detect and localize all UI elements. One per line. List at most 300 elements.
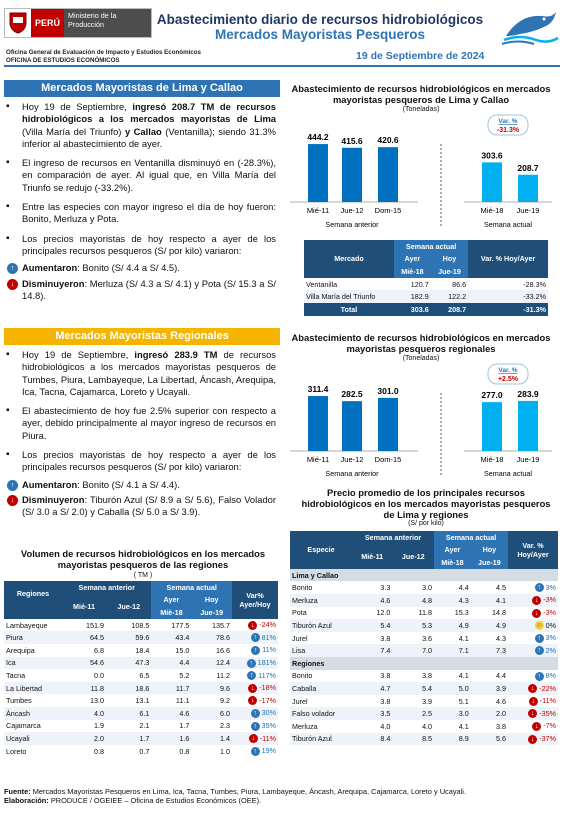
table-row bbox=[4, 619, 278, 632]
lima-down-line bbox=[6, 278, 276, 303]
cell-jue12: 0.7 bbox=[139, 746, 150, 756]
badge-value: -31.3% bbox=[496, 127, 520, 134]
chart2-svg bbox=[286, 363, 556, 483]
cell-mie11: 7.4 bbox=[352, 644, 392, 657]
category-label: Jue-19 bbox=[516, 455, 540, 464]
footer bbox=[4, 787, 466, 805]
col-mie18: Miè-18 bbox=[434, 556, 471, 569]
table-row bbox=[4, 720, 278, 733]
cell-jue19: 4.9 bbox=[471, 619, 508, 632]
fish-logo-icon bbox=[500, 6, 560, 46]
cell-jue12: 4.8 bbox=[392, 594, 434, 607]
cell-jue12: 3.8 bbox=[422, 671, 433, 681]
cell-jue12: 11.8 bbox=[418, 608, 433, 618]
var-value: -37% bbox=[539, 734, 556, 743]
var-value: 181% bbox=[257, 658, 276, 668]
org-block bbox=[6, 49, 201, 64]
arrow-up-icon: ↑ bbox=[251, 646, 260, 655]
col-jue19: Jue-19 bbox=[471, 556, 508, 569]
arrow-down-icon: ↓ bbox=[248, 684, 257, 693]
species-name: Merluza bbox=[290, 594, 352, 607]
lima-p1d: y Callao bbox=[124, 125, 162, 137]
regional-p2: El abastecimiento de hoy fue 2.5% superior con respecto a ayer, debido principalmente al mayor ingreso de recursos en Piura. bbox=[22, 405, 276, 441]
bar bbox=[342, 148, 362, 202]
col-var: Var. % Hoy/Ayer bbox=[508, 531, 558, 569]
row-var: -28.3% bbox=[523, 279, 546, 289]
lima-p3: Entre las especies con mayor ingreso el día de hoy fueron: Bonito, Merluza y Pota. bbox=[22, 201, 276, 225]
species-name: Caballa bbox=[290, 682, 352, 695]
arrow-up-icon: ↑ bbox=[251, 747, 260, 756]
logo-country: PERÚ bbox=[31, 9, 64, 37]
cell-var bbox=[508, 682, 558, 695]
col-ayer: Ayer bbox=[151, 594, 191, 607]
chart1-svg bbox=[286, 114, 556, 232]
var-value: -18% bbox=[259, 683, 276, 693]
cell-var bbox=[232, 694, 278, 707]
var-value: 81% bbox=[261, 632, 276, 642]
cell-mie18: 7.1 bbox=[434, 644, 471, 657]
bar bbox=[518, 175, 538, 202]
cell-jue19: 4.6 bbox=[496, 696, 506, 706]
lima-p1b: ingresó 208.7 TM de recursos hidrobiológicos a los mercados mayoristas de Lima bbox=[22, 101, 277, 125]
table-row bbox=[4, 745, 278, 758]
arrow-up-icon: ↑ bbox=[535, 672, 544, 681]
regional-bullet-3 bbox=[6, 449, 276, 474]
region-name: Tumbes bbox=[6, 696, 32, 706]
cell-mie11: 4.6 bbox=[352, 594, 392, 607]
var-value: 2% bbox=[545, 645, 556, 655]
cell-jue12: 7.0 bbox=[392, 644, 434, 657]
cell-mie11: 3.8 bbox=[380, 696, 391, 706]
precio-title: Precio promedio de los principales recursos hidrobiológicos en los mercados mayoristas pesqueros de Lima y regiones bbox=[301, 487, 551, 520]
var-value: 35% bbox=[261, 721, 276, 731]
col-ayer: Ayer bbox=[394, 253, 431, 266]
region-name: Arequipa bbox=[6, 645, 35, 655]
var-value: -22% bbox=[539, 683, 556, 693]
col-blank bbox=[4, 606, 62, 619]
arrow-down-icon: ↓ bbox=[528, 735, 537, 744]
cell-jue12: 8.5 bbox=[392, 733, 434, 746]
cell-var bbox=[232, 631, 278, 644]
cell-mie11: 6.8 bbox=[94, 645, 105, 655]
cell-jue12: 108.5 bbox=[131, 620, 150, 630]
cell-var bbox=[508, 607, 558, 620]
col-hoy: Hoy bbox=[471, 544, 508, 557]
cell-mie18: 4.1 bbox=[458, 633, 469, 643]
table-row bbox=[290, 632, 558, 645]
arrow-up-icon: ↑ bbox=[251, 709, 260, 718]
arrow-down-icon: ↓ bbox=[532, 596, 541, 605]
regional-bullet-1 bbox=[6, 349, 276, 398]
cell-mie18: 5.2 bbox=[179, 670, 190, 680]
species-name: Tiburón Azul bbox=[290, 619, 352, 632]
var-value: 19% bbox=[261, 746, 276, 756]
cell-jue19: 1.4 bbox=[191, 732, 232, 745]
cell-mie11: 13.0 bbox=[90, 696, 105, 706]
table-row bbox=[290, 581, 558, 594]
page-subtitle: Mercados Mayoristas Pesqueros bbox=[214, 27, 426, 42]
cell-var bbox=[232, 619, 278, 632]
total-label: Total bbox=[340, 304, 358, 314]
volumen-table bbox=[4, 581, 278, 757]
col-jue19: Jue-19 bbox=[191, 606, 232, 619]
coat-of-arms-icon bbox=[5, 9, 31, 37]
arrow-up-icon: ↑ bbox=[247, 671, 256, 680]
cell-mie11: 12.0 bbox=[376, 608, 391, 618]
lima-bullet-1 bbox=[6, 101, 276, 150]
category-label: Mié-18 bbox=[480, 455, 504, 464]
cell-mie11: 3.3 bbox=[380, 583, 391, 593]
table-row bbox=[4, 644, 278, 657]
cell-jue12: 13.1 bbox=[135, 696, 150, 706]
bar bbox=[342, 401, 362, 451]
regional-section-heading: Mercados Mayoristas Regionales bbox=[4, 328, 280, 345]
col-jue12: Jue-12 bbox=[106, 594, 151, 619]
arrow-down-icon: ↓ bbox=[7, 279, 18, 290]
cell-var bbox=[508, 594, 558, 607]
badge-value: +2.5% bbox=[497, 376, 519, 383]
arrow-up-icon: ↑ bbox=[7, 263, 18, 274]
report-date: 19 de Septiembre de 2024 bbox=[356, 50, 485, 62]
lima-p4: Los precios mayoristas de hoy respecto a ayer de los principales recursos pesqueros (S/ por kilo) variaron: bbox=[22, 232, 276, 256]
cell-jue12: 2.1 bbox=[139, 721, 150, 731]
produce-logo bbox=[4, 8, 152, 38]
regional-p1a: Hoy 19 de Septiembre, bbox=[22, 349, 135, 360]
header-divider bbox=[4, 65, 560, 67]
cell-var bbox=[232, 720, 278, 733]
cell-mie18: 177.5 bbox=[171, 620, 190, 630]
cell-mie18: 4.6 bbox=[151, 707, 191, 720]
cell-mie18: 1.7 bbox=[179, 721, 190, 731]
cell-mie11: 3.8 bbox=[380, 633, 391, 643]
cell-jue19: 4.1 bbox=[471, 594, 508, 607]
bullet-icon: ▪ bbox=[6, 157, 10, 169]
lima-paragraphs bbox=[6, 101, 276, 302]
cell-var bbox=[508, 670, 558, 683]
row-ayer: 182.9 bbox=[394, 290, 431, 303]
lima-up-text: : Bonito (S/ 4.4 a S/ 4.5). bbox=[77, 262, 180, 274]
cell-mie18: 15.0 bbox=[175, 645, 190, 655]
species-name: Merluza bbox=[292, 721, 318, 731]
total-ayer: 303.6 bbox=[410, 304, 429, 314]
lima-p1e: (Ventanilla); siendo 31.3% inferior al abastecimiento de ayer. bbox=[22, 125, 277, 149]
var-value: 30% bbox=[261, 708, 276, 718]
neutral-face-icon: ☺ bbox=[535, 622, 543, 630]
fuente-text: Mercados Mayoristas Pesqueros en Lima, Ica, Tacna, Tumbes, Piura, Lambayeque, Áncash, Arequipa, Cajamarca, Loreto y Ucayali. bbox=[30, 787, 466, 796]
bullet-icon: ▪ bbox=[6, 449, 10, 461]
cell-mie18: 3.0 bbox=[434, 707, 471, 720]
var-value: -3% bbox=[543, 608, 556, 618]
total-hoy: 208.7 bbox=[448, 304, 467, 314]
cell-jue12: 3.9 bbox=[422, 696, 433, 706]
cell-mie18: 5.0 bbox=[434, 682, 471, 695]
precio-unit: (S/ por kilo) bbox=[408, 520, 444, 527]
table-row bbox=[290, 644, 558, 657]
cell-mie18: 11.7 bbox=[151, 682, 191, 695]
cell-jue19: 5.6 bbox=[471, 733, 508, 746]
cell-jue12: 59.6 bbox=[106, 631, 151, 644]
row-hoy: 86.6 bbox=[452, 279, 467, 289]
cell-mie11: 3.5 bbox=[352, 707, 392, 720]
var-value: 3% bbox=[545, 633, 556, 643]
cell-mie11: 0.8 bbox=[94, 746, 105, 756]
col-especie: Especie bbox=[290, 531, 352, 569]
row-var: -33.2% bbox=[468, 290, 548, 303]
bar-value-label: 282.5 bbox=[341, 389, 363, 400]
lima-p1a: Hoy 19 de Septiembre, bbox=[22, 101, 133, 112]
chart1-unit: (Toneladas) bbox=[402, 106, 440, 113]
arrow-up-icon: ↑ bbox=[535, 646, 544, 655]
bar bbox=[378, 398, 398, 451]
category-label: Mié-18 bbox=[480, 206, 504, 215]
arrow-down-icon: ↓ bbox=[528, 684, 537, 693]
regional-paragraphs bbox=[6, 349, 276, 519]
arrow-up-icon: ↑ bbox=[251, 633, 260, 642]
bar bbox=[482, 162, 502, 202]
bar-value-label: 277.0 bbox=[481, 390, 503, 401]
cell-mie18: 4.3 bbox=[434, 594, 471, 607]
bullet-icon: ▪ bbox=[6, 201, 10, 213]
arrow-up-icon: ↑ bbox=[535, 634, 544, 643]
category-label: Dom-15 bbox=[374, 455, 402, 464]
mercado-table bbox=[304, 240, 548, 316]
table-row bbox=[304, 290, 548, 303]
bullet-icon: ▪ bbox=[6, 405, 10, 417]
cell-mie18: 1.6 bbox=[151, 732, 191, 745]
lima-up-line bbox=[6, 262, 276, 274]
col-var: Var% Ayer/Hoy bbox=[232, 581, 278, 619]
logo-ministry: Ministerio de la Producción bbox=[64, 9, 151, 37]
region-name: Loreto bbox=[6, 746, 27, 756]
col-var: Var. % Hoy/Ayer bbox=[468, 240, 548, 278]
footer-source bbox=[4, 787, 466, 796]
lima-bullet-3 bbox=[6, 201, 276, 226]
bullet-icon: ▪ bbox=[6, 101, 10, 112]
chart2-title: Abastecimiento de recursos hidrobiológicos en mercados mayoristas pesqueros regionales bbox=[291, 332, 551, 354]
col-sem-act: Semana actual bbox=[151, 581, 232, 594]
bar bbox=[308, 396, 328, 451]
cell-jue19: 135.7 bbox=[212, 620, 230, 630]
var-value: -7% bbox=[543, 721, 556, 731]
cell-mie11: 4.0 bbox=[380, 721, 391, 731]
bar-value-label: 311.4 bbox=[307, 384, 329, 395]
cell-mie11: 2.0 bbox=[62, 732, 106, 745]
arrow-down-icon: ↓ bbox=[532, 722, 541, 731]
cell-jue12: 3.6 bbox=[422, 633, 433, 643]
arrow-down-icon: ↓ bbox=[248, 621, 257, 630]
var-value: -11% bbox=[259, 733, 276, 743]
bar bbox=[518, 401, 538, 451]
cell-mie18: 5.1 bbox=[458, 696, 469, 706]
table-row bbox=[290, 670, 558, 683]
cell-jue19: 11.2 bbox=[216, 670, 230, 680]
cell-var bbox=[232, 669, 278, 682]
cell-mie11: 151.9 bbox=[86, 620, 105, 630]
regional-p1b: ingresó 283.9 TM bbox=[134, 349, 218, 360]
bar-value-label: 208.7 bbox=[517, 162, 539, 173]
region-name: Áncash bbox=[4, 707, 62, 720]
footer-elab bbox=[4, 796, 466, 805]
cell-jue12: 6.1 bbox=[106, 707, 151, 720]
chart1-title: Abastecimiento de recursos hidrobiológicos en mercados mayoristas pesqueros de Lima y Callao bbox=[291, 83, 551, 105]
bar-value-label: 415.6 bbox=[341, 135, 363, 146]
col-ayer: Ayer bbox=[434, 544, 471, 557]
cell-mie11: 1.9 bbox=[94, 721, 105, 731]
bullet-icon: ▪ bbox=[6, 349, 10, 360]
cell-var bbox=[508, 632, 558, 645]
lima-down-label: Disminuyeron bbox=[22, 277, 85, 289]
region-name: Cajamarca bbox=[6, 721, 41, 731]
col-sem-ant: Semana anterior bbox=[352, 531, 434, 544]
bar-value-label: 420.6 bbox=[377, 135, 399, 146]
category-label: Mié-11 bbox=[306, 455, 330, 464]
table-row bbox=[290, 682, 558, 695]
col-mie18: Miè-18 bbox=[151, 606, 191, 619]
cell-jue19: 1.0 bbox=[220, 746, 230, 756]
col-jue12: Jue-12 bbox=[392, 544, 434, 569]
cell-var bbox=[508, 733, 558, 746]
cell-jue12: 2.5 bbox=[392, 707, 434, 720]
bar-value-label: 303.6 bbox=[481, 150, 503, 161]
species-name: Jurel bbox=[292, 633, 308, 643]
cell-var bbox=[232, 732, 278, 745]
cell-mie11: 4.7 bbox=[352, 682, 392, 695]
cell-var bbox=[232, 657, 278, 670]
col-mie18: Miè-18 bbox=[394, 265, 431, 278]
cell-mie18: 4.4 bbox=[458, 583, 469, 593]
cell-jue12: 18.6 bbox=[106, 682, 151, 695]
regional-up-label: Aumentaron bbox=[22, 478, 78, 490]
cell-var bbox=[232, 682, 278, 695]
category-label: Jue-19 bbox=[516, 206, 540, 215]
species-name: Tiburón Azul bbox=[290, 733, 352, 746]
cell-var bbox=[508, 707, 558, 720]
elab-text: PRODUCE / OGEIEE – Oficina de Estudios Económicos (OEE). bbox=[48, 796, 262, 805]
arrow-up-icon: ↑ bbox=[247, 659, 256, 668]
org-line1: Oficina General de Evaluación de Impacto y Estudios Económicos bbox=[6, 49, 201, 56]
region-name: Ica bbox=[4, 657, 62, 670]
var-value: 3% bbox=[545, 582, 556, 592]
bar bbox=[482, 402, 502, 451]
cell-jue12: 47.3 bbox=[106, 657, 151, 670]
var-value: -17% bbox=[259, 695, 276, 705]
var-value: -11% bbox=[539, 696, 556, 706]
table-row bbox=[290, 607, 558, 620]
lima-up-label: Aumentaron bbox=[22, 262, 78, 274]
cell-jue19: 2.0 bbox=[471, 707, 508, 720]
arrow-up-icon: ↑ bbox=[7, 480, 18, 491]
cell-jue19: 4.3 bbox=[496, 633, 506, 643]
volumen-title: Volumen de recursos hidrobiológicos en los mercados mayoristas pesqueros de las regiones bbox=[20, 548, 266, 570]
lima-p2: El ingreso de recursos en Ventanilla disminuyó en (-28.3%), en comparación de ayer. Al igual que, en Villa María del Triunfo se redujo (-33.2%). bbox=[22, 157, 276, 193]
cell-mie18: 4.9 bbox=[434, 619, 471, 632]
table-row bbox=[290, 619, 558, 632]
row-name: Villa María del Triunfo bbox=[304, 290, 394, 303]
cell-mie11: 3.8 bbox=[380, 671, 391, 681]
bar bbox=[378, 147, 398, 202]
cell-jue19: 14.8 bbox=[492, 608, 506, 618]
cell-jue12: 6.5 bbox=[139, 670, 150, 680]
cell-jue19: 6.0 bbox=[191, 707, 232, 720]
region-name: Lambayeque bbox=[6, 620, 48, 630]
cell-var bbox=[508, 581, 558, 594]
regional-p3: Los precios mayoristas de hoy respecto a ayer de los principales recursos pesqueros (S/ por kilo) variaron: bbox=[22, 449, 276, 473]
lima-down-text: : Merluza (S/ 4.3 a S/ 4.1) y Pota (S/ 15.3 a S/ 14.8). bbox=[22, 277, 276, 301]
table-row bbox=[304, 278, 548, 291]
arrow-down-icon: ↓ bbox=[532, 609, 541, 618]
var-value: -3% bbox=[543, 595, 556, 605]
regional-down-text: : Tiburón Azul (S/ 8.9 a S/ 5.6), Falso Volador (S/ 3.0 a S/ 2.0) y Caballa (S/ 5.0 a S/ 3.9). bbox=[22, 493, 276, 518]
bar-value-label: 283.9 bbox=[517, 388, 539, 399]
cell-jue19: 2.3 bbox=[220, 721, 230, 731]
cell-mie11: 54.6 bbox=[62, 657, 106, 670]
cell-jue19: 4.4 bbox=[496, 671, 506, 681]
total-var: -31.3% bbox=[523, 304, 546, 314]
species-name: Bonito bbox=[292, 583, 313, 593]
lima-section-heading: Mercados Mayoristas de Lima y Callao bbox=[4, 80, 280, 97]
bar-value-label: 301.0 bbox=[377, 385, 399, 396]
cell-var bbox=[232, 644, 278, 657]
cell-mie18: 11.1 bbox=[175, 696, 190, 706]
regional-down-label: Disminuyeron bbox=[22, 493, 85, 505]
species-name: Bonito bbox=[292, 671, 313, 681]
lima-p1c: (Villa María del Triunfo) bbox=[22, 125, 125, 137]
cell-jue12: 5.3 bbox=[392, 619, 434, 632]
cell-var bbox=[508, 619, 558, 632]
cell-var bbox=[508, 720, 558, 733]
table-row bbox=[290, 733, 558, 746]
col-hoy: Hoy bbox=[191, 594, 232, 607]
cell-mie11: 8.4 bbox=[352, 733, 392, 746]
col-regiones: Regiones bbox=[4, 581, 62, 606]
var-value: 0% bbox=[545, 620, 556, 630]
group-label: Regiones bbox=[290, 657, 558, 670]
species-name: Lisa bbox=[290, 644, 352, 657]
arrow-down-icon: ↓ bbox=[528, 709, 537, 718]
cell-jue12: 5.4 bbox=[392, 682, 434, 695]
col-mie11: Mié-11 bbox=[62, 594, 106, 619]
cell-jue19: 4.5 bbox=[496, 583, 506, 593]
cell-mie18: 15.3 bbox=[454, 608, 469, 618]
cell-mie11: 4.0 bbox=[62, 707, 106, 720]
group-label: Semana actual bbox=[484, 469, 532, 478]
table-row bbox=[290, 695, 558, 708]
page-title: Abastecimiento diario de recursos hidrobiológicos bbox=[156, 12, 484, 27]
var-value: 117% bbox=[258, 670, 276, 680]
col-mie11: Mié-11 bbox=[352, 544, 392, 569]
group-label: Semana anterior bbox=[325, 220, 379, 229]
cell-jue12: 3.0 bbox=[422, 583, 433, 593]
regional-p1c: de recursos hidrobiológicos a los mercados mayoristas pesqueros de Tumbes, Piura, Lambayeque, La Libertad, Áncash, Arequipa, Ica, Tacna, Cajamarca, Loreto y Ucayali. bbox=[22, 349, 276, 397]
arrow-up-icon: ↑ bbox=[535, 583, 544, 592]
table-row bbox=[290, 594, 558, 607]
region-name: Tacna bbox=[6, 670, 26, 680]
lima-bullet-4 bbox=[6, 233, 276, 258]
bar bbox=[308, 144, 328, 202]
category-label: Jue-12 bbox=[340, 206, 364, 215]
category-label: Jue-12 bbox=[340, 455, 364, 464]
col-sem-act: Semana actual bbox=[434, 531, 508, 544]
var-value: -24% bbox=[259, 620, 276, 630]
cell-jue19: 9.6 bbox=[191, 682, 232, 695]
regional-up-text: : Bonito (S/ 4.1 a S/ 4.4). bbox=[77, 478, 180, 490]
row-name: Ventanilla bbox=[306, 279, 338, 289]
col-sem-ant: Semana anterior bbox=[62, 581, 151, 594]
regional-down-line bbox=[6, 494, 276, 519]
table-row bbox=[4, 707, 278, 720]
group-label: Semana actual bbox=[484, 220, 532, 229]
cell-mie11: 64.5 bbox=[62, 631, 106, 644]
